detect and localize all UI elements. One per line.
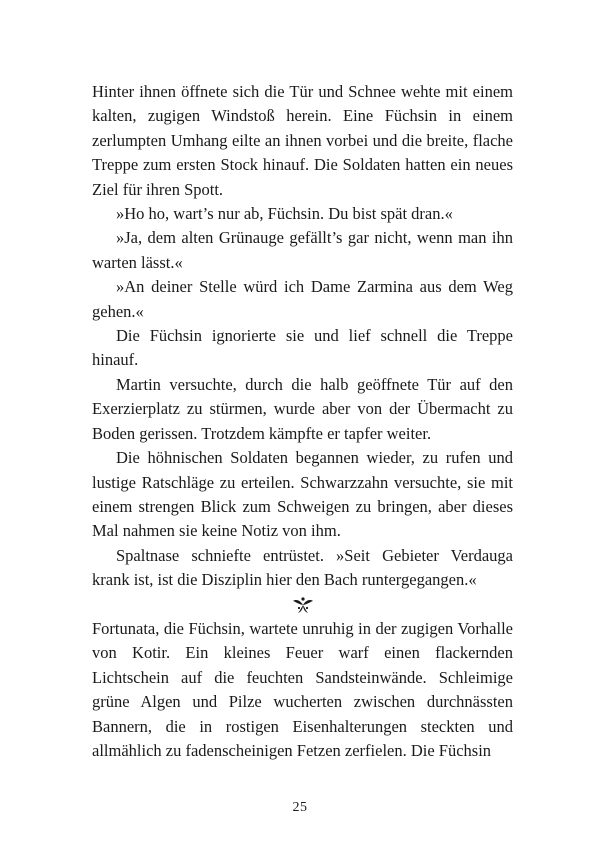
- paragraph: Spaltnase schniefte entrüstet. »Seit Gebieter Verdauga krank ist, ist die Disziplin hier den Bach runtergegangen.«: [92, 545, 513, 590]
- paragraph: Martin versuchte, durch die halb geöffnete Tür auf den Exerzierplatz zu stürmen, wurde aber von der Übermacht zu Boden gerissen. Trotzdem kämpfte er tapfer weiter.: [92, 374, 513, 443]
- body-text: [92, 80, 513, 763]
- section-break: [92, 593, 513, 617]
- page-number: 25: [292, 800, 308, 815]
- paragraph: Die Füchsin ignorierte sie und lief schnell die Treppe hinauf.: [92, 326, 513, 370]
- paragraph: »Ja, dem alten Grünauge gefällt’s gar nicht, wenn man ihn warten lässt.«: [92, 228, 513, 272]
- paragraph: Die höhnischen Soldaten begannen wieder, zu rufen und lustige Ratschläge zu erteilen. Schwarzzahn versuchte, sie mit einem strengen Blick zum Schweigen zu bringen, aber dieses Mal nahmen sie keine Notiz von ihm.: [92, 448, 513, 541]
- leaf-flourish-icon: [292, 596, 314, 614]
- paragraph: Hinter ihnen öffnete sich die Tür und Schnee wehte mit einem kalten, zugigen Windstoß herein. Eine Füchsin in einem zerlumpten Umhang eilte an ihnen vorbei und die breite, flache Treppe zum ersten Stock hinauf. Die Soldaten hatten ein neues Ziel für ihren Spott.: [92, 82, 513, 199]
- paragraph: »An deiner Stelle würd ich Dame Zarmina aus dem Weg gehen.«: [92, 277, 513, 321]
- paragraph: »Ho ho, wart’s nur ab, Füchsin. Du bist spät dran.«: [116, 204, 453, 224]
- paragraph: Fortunata, die Füchsin, wartete unruhig in der zugigen Vorhalle von Kotir. Ein kleines Feuer warf einen flackernden Lichtschein auf die feuchten Sandsteinwände. Schleimige grüne Algen und Pilze wucherten zwischen durchnässten Bannern, die in rostigen Eisenhalterungen steckten und allmählich zu fadenscheinigen Fetzen zerfielen. Die Füchsin: [92, 618, 513, 760]
